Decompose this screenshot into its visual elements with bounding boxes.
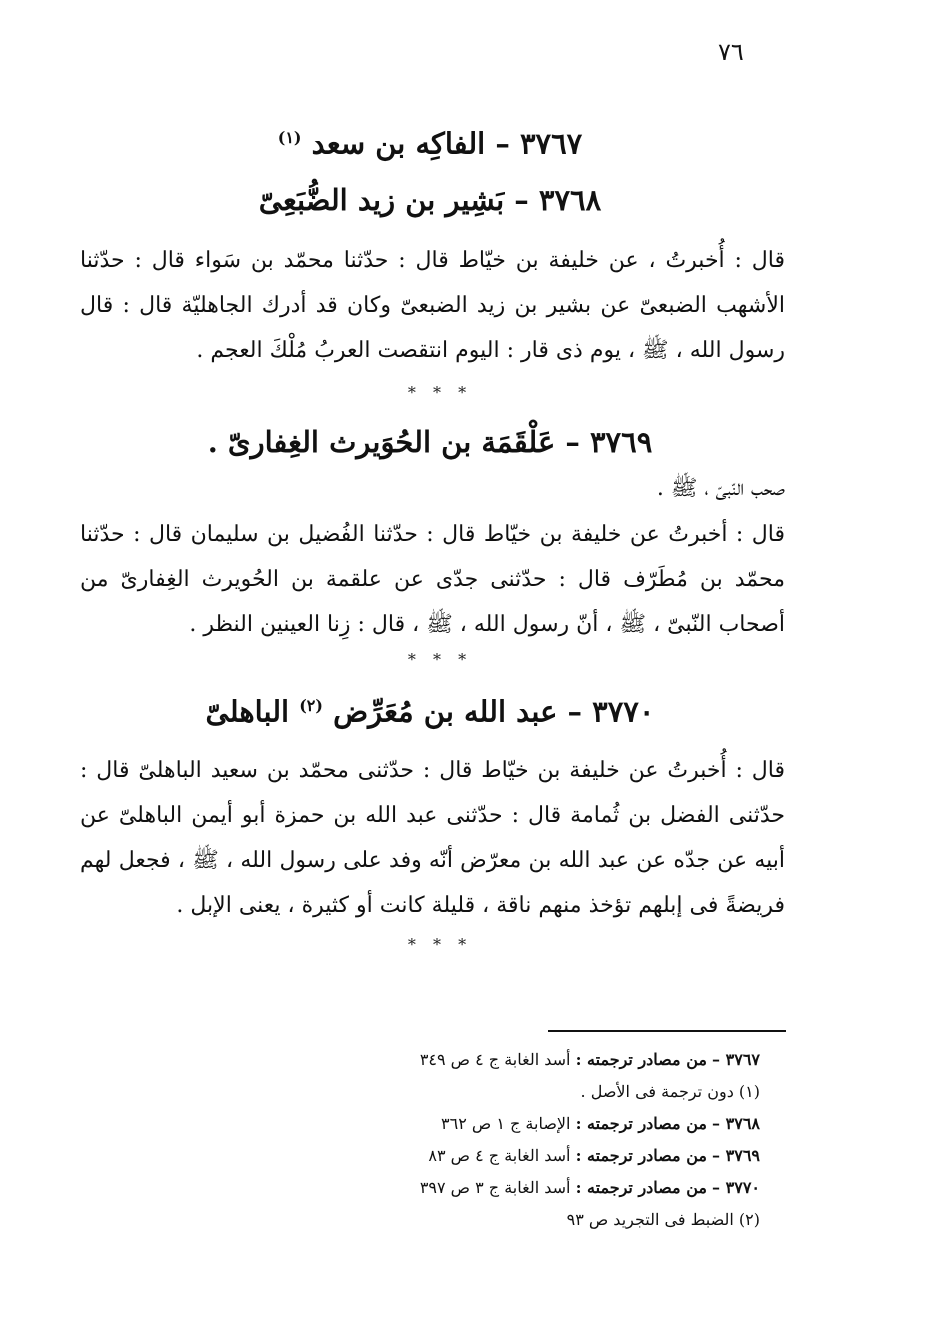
entry-dash: – [514,183,529,217]
footnote-line: (٢) الضبط فى التجريد ص ٩٣ [566,1210,760,1229]
entry-name: عَلْقَمَة بن الحُوَيرث الغِفارىّ . [207,425,556,459]
entry-title-3770 [80,686,780,732]
entry-title-3767 [80,118,780,164]
footnote-line: ٣٧٦٧ – من مصادر ترجمته : أسد الغابة ج ٤ ص ٣٤٩ [419,1050,760,1069]
entry-paragraph-3768: قال : أُخبرتُ ، عن خليفة بن خيّاط قال : حدّثنا محمّد بن سَواء قال : حدّثنا الأشهب الضبعىّ عن بشير بن زيد الضبعىّ وكان قد أدرك الجاهليّة قال : قال رسول الله ، ﷺ ، يوم ذى قار : اليوم انتقصت العربُ مُلْكَ العجم . [80,248,785,363]
entry-number: ٣٧٦٨ [538,183,602,217]
entry-number: ٣٧٧٠ [592,694,655,729]
entry-number: ٣٧٦٩ [589,425,653,459]
entry-name: بَشِير بن زيد الضُّبَعِىّ [258,183,505,217]
entry-title-3768 [80,180,780,220]
entry-number: ٣٧٦٧ [519,126,583,161]
entry-title-3769 [200,422,660,462]
footnote-ref: (٢) [299,696,323,715]
section-separator: * * * [407,935,473,954]
entry-dash: – [567,694,583,729]
section-separator: * * * [407,383,473,402]
footnote-line: ٣٧٦٨ – من مصادر ترجمته : الإصابة ج ١ ص ٣٦٢ [441,1114,760,1133]
entry-paragraph-3769: قال : أخبرتُ عن خليفة بن خيّاط قال : حدّثنا الفُضيل بن سليمان قال : حدّثنا محمّد بن مُطَرّف قال : حدّثنى جدّى عن علقمة بن الحُويرث الغِفارىّ من أصحاب النّبىّ ، ﷺ ، أنّ رسول الله ، ﷺ ، قال : زِنا العينين النظر . [80,522,785,637]
entry-dash: – [565,425,580,459]
footnote-ref: (١) [277,128,302,147]
entry-paragraph-3770: قال : أُخبرتُ عن خليفة بن خيّاط قال : حدّثنى محمّد بن سعيد الباهلىّ قال : حدّثنى الفضل بن ثُمامة قال : حدّثنى عبد الله بن حمزة أبو أيمن الباهلىّ عن أبيه عن جدّه عن عبد الله بن معرّض أنّه وفد على رسول الله ، ﷺ ، فجعل لهم فريضةً فى إبلهم تؤخذ منهم ناقة ، قليلة كانت أو كثيرة ، يعنى الإبل . [80,758,785,918]
footnote-line: ٣٧٦٩ – من مصادر ترجمته : أسد الغابة ج ٤ ص ٨٣ [428,1146,760,1165]
entry-name: الفاكِه بن سعد [311,126,486,161]
page-number: ٧٦ [718,38,744,66]
footnote-line: (١) دون ترجمة فى الأصل . [580,1082,760,1101]
entry-dash: – [495,126,510,161]
footnote-rule [548,1030,786,1032]
entry-name-suffix: الباهلىّ [205,694,290,729]
section-separator: * * * [407,650,473,669]
entry-name: عبد الله بن مُعَرِّض [333,694,558,729]
entry-short-note-3769: صحب النّبىّ ، ﷺ . [656,476,785,501]
footnote-line: ٣٧٧٠ – من مصادر ترجمته : أسد الغابة ج ٣ ص ٣٩٧ [419,1178,760,1197]
footnotes [300,1044,760,1236]
